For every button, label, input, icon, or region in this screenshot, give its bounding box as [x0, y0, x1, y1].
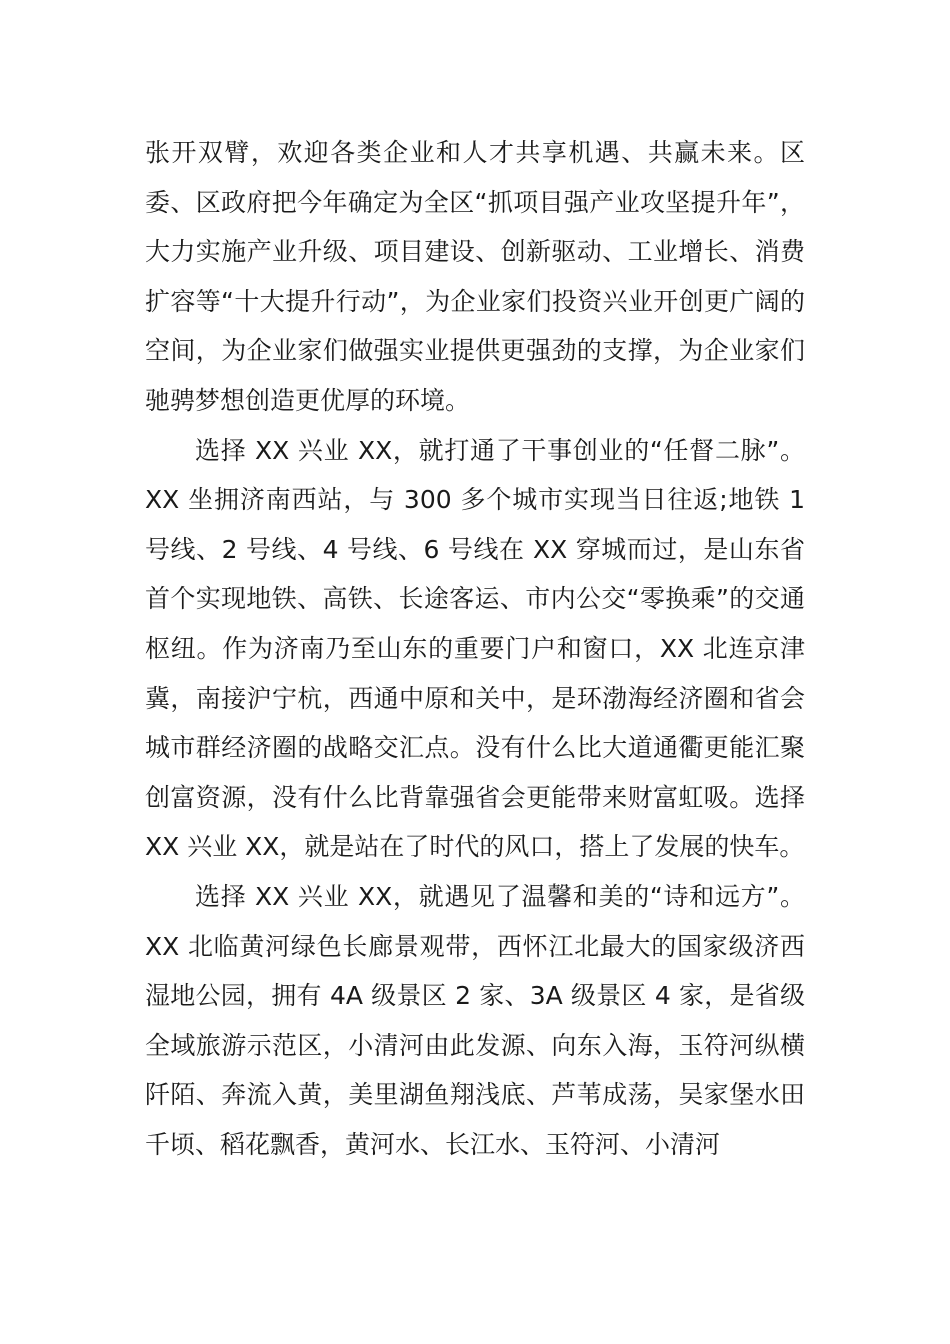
paragraph-investment: 张开双臂，欢迎各类企业和人才共享机遇、共赢未来。区委、区政府把今年确定为全区“抓项目强产业攻坚提升年”，大力实施产业升级、项目建设、创新驱动、工业增长、消费扩容等“十大提升行动”，为企业家们投资兴业开创更广阔的空间，为企业家们做强实业提供更强劲的支撑，为企业家们驰骋梦想创造更优厚的环境。	[145, 138, 805, 415]
paragraph-transport: 选择 XX 兴业 XX，就打通了干事创业的“任督二脉”。XX 坐拥济南西站，与 300 多个城市实现当日往返;地铁 1 号线、2 号线、4 号线、6 号线在 XX 穿城而过，是山东省首个实现地铁、高铁、长途客运、市内公交“零换乘”的交通枢纽。作为济南乃至山东的重要门户和窗口，XX 北连京津冀，南接沪宁杭，西通中原和关中，是环渤海经济圈和省会城市群经济圈的战略交汇点。没有什么比大道通衢更能汇聚创富资源，没有什么比背靠强省会更能带来财富虹吸。选择 XX 兴业 XX，就是站在了时代的风口，搭上了发展的快车。	[145, 435, 805, 862]
body-text	[145, 128, 805, 1169]
paragraph-scenery: 选择 XX 兴业 XX，就遇见了温馨和美的“诗和远方”。XX 北临黄河绿色长廊景观带，西怀江北最大的国家级济西湿地公园，拥有 4A 级景区 2 家、3A 级景区 4 家，是省级全域旅游示范区，小清河由此发源、向东入海，玉符河纵横阡陌、奔流入黄，美里湖鱼翔浅底、芦苇成荡，吴家堡水田千顷、稻花飘香，黄河水、长江水、玉符河、小清河	[145, 881, 805, 1159]
